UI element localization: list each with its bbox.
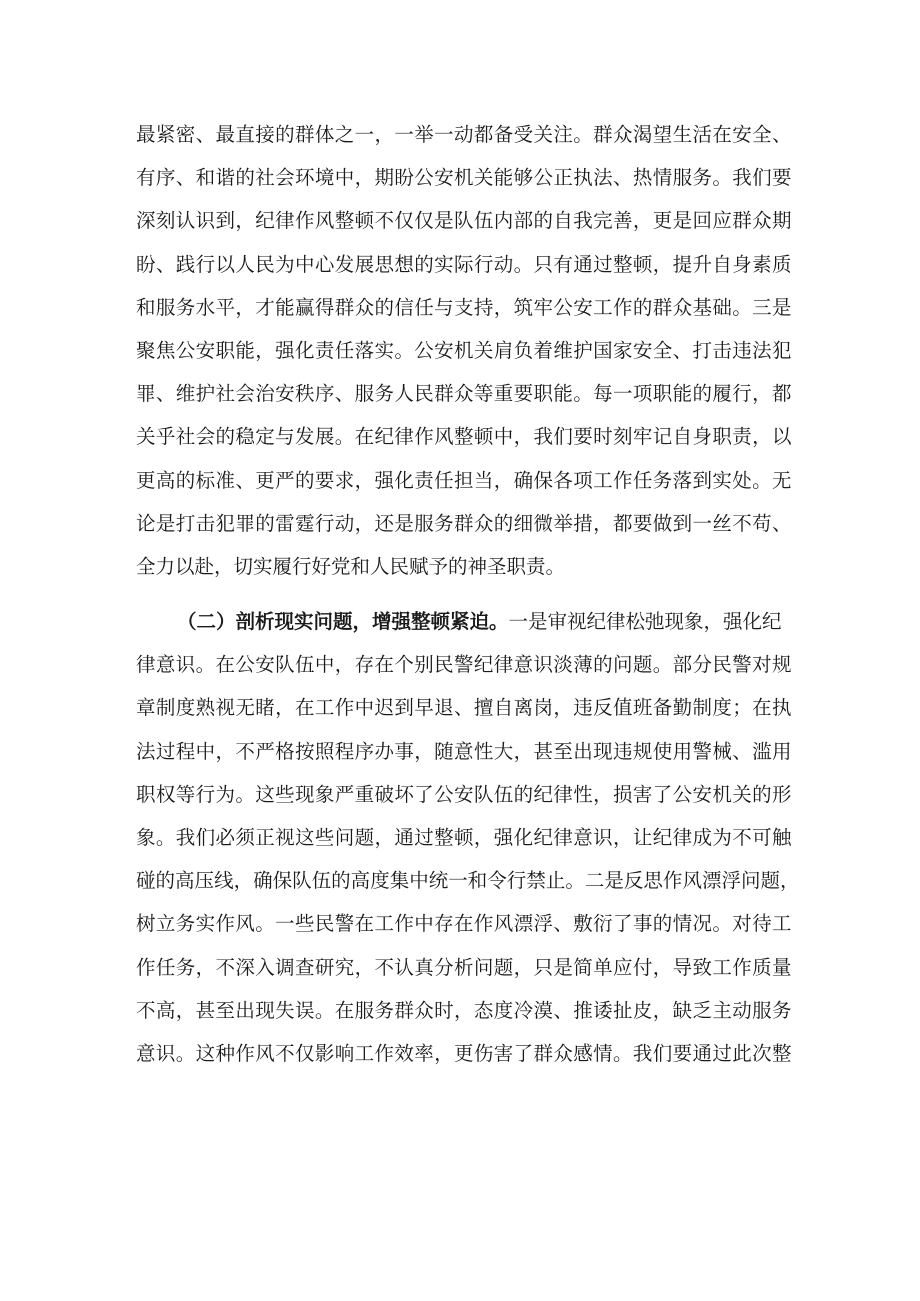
text-line: 关 乎 社 会 的 稳 定 与 发 展 。 在 纪 律 作 风 整 顿 中 ， 我 们 要 时 刻 牢 记 自 身 职 责 ， 以 [136,425,792,449]
section-heading: （二）剖析现实问题，增强整顿紧迫。 [177,610,509,634]
text-line: 律 意 识 。 在 公 安 队 伍 中 ， 存 在 个 别 民 警 纪 律 意 识 淡 薄 的 问 题 。 部 分 民 警 对 规 [136,653,792,677]
text-line: 盼 、 践 行 以 人 民 为 中 心 发 展 思 想 的 实 际 行 动 。 只 有 通 过 整 顿 ， 提 升 自 身 素 质 [136,252,792,276]
text-line: 罪 、 维 护 社 会 治 安 秩 序 、 服 务 人 民 群 众 等 重 要 职 能 。 每 一 项 职 能 的 履 行 ， 都 [136,382,792,406]
text-line: 法 过 程 中 ， 不 严 格 按 照 程 序 办 事 ， 随 意 性 大 ， 甚 至 出 现 违 规 使 用 警 械 、 滥 用 [136,739,792,763]
document-page [136,113,800,1075]
text-line: 象 。 我 们 必 须 正 视 这 些 问 题 ， 通 过 整 顿 ， 强 化 纪 律 意 识 ， 让 纪 律 成 为 不 可 触 [136,826,792,849]
paragraph-1 [136,113,792,588]
text-line: 最 紧 密 、 最 直 接 的 群 体 之 一 ， 一 举 一 动 都 备 受 关 注 。 群 众 渴 望 生 活 在 安 全 、 [136,123,792,146]
text-line: 聚 焦 公 安 职 能 ， 强 化 责 任 落 实 。 公 安 机 关 肩 负 着 维 护 国 家 安 全 、 打 击 违 法 犯 [136,338,792,362]
text-line-last: 全力以赴，切实履行好党和人民赋予的神圣职责。 [136,554,566,578]
text-line: 碰 的 高 压 线 ， 确 保 队 伍 的 高 度 集 中 统 一 和 令 行 禁 止 。 二 是 反 思 作 风 漂 浮 问 题 ， [136,869,800,893]
text-line: 更 高 的 标 准 、 更 严 的 要 求 ， 强 化 责 任 担 当 ， 确 保 各 项 工 作 任 务 落 到 实 处 。 无 [136,468,792,492]
paragraph-gap [136,588,792,600]
text-line: 论 是 打 击 犯 罪 的 雷 霆 行 动 ， 还 是 服 务 群 众 的 细 微 举 措 ， 都 要 做 到 一 丝 不 苟 、 [136,511,792,535]
text-line: 有 序 、 和 谐 的 社 会 环 境 中 ， 期 盼 公 安 机 关 能 够 公 正 执 法 、 热 情 服 务 。 我 们 要 [136,166,792,190]
text-line: 树 立 务 实 作 风 。 一 些 民 警 在 工 作 中 存 在 作 风 漂 浮 、 敷 衍 了 事 的 情 况 。 对 待 工 [136,912,792,936]
text-line-first [136,600,792,643]
text-line: 和 服 务 水 平 ， 才 能 赢 得 群 众 的 信 任 与 支 持 ， 筑 牢 公 安 工 作 的 群 众 基 础 。 三 是 [136,295,792,319]
text-line: 不 高 ， 甚 至 出 现 失 误 。 在 服 务 群 众 时 ， 态 度 冷 漠 、 推 诿 扯 皮 ， 缺 乏 主 动 服 务 [136,998,792,1022]
text-line: 意 识 。 这 种 作 风 不 仅 影 响 工 作 效 率 ， 更 伤 害 了 群 众 感 情 。 我 们 要 通 过 此 次 整 [136,1041,792,1065]
text-line: 深 刻 认 识 到 ， 纪 律 作 风 整 顿 不 仅 仅 是 队 伍 内 部 的 自 我 完 善 ， 更 是 回 应 群 众 期 [136,209,792,233]
text-line: 章 制 度 熟 视 无 睹 ， 在 工 作 中 迟 到 早 退 、 擅 自 离 岗 ， 违 反 值 班 备 勤 制 度 ； 在 执 [136,696,792,720]
text-line: 职 权 等 行 为 。 这 些 现 象 严 重 破 坏 了 公 安 队 伍 的 纪 律 性 ， 损 害 了 公 安 机 关 的 形 [136,782,792,806]
paragraph-2 [136,600,800,1075]
heading-line-rest: 一是审视纪律松弛现象，强化纪 [508,610,782,634]
text-line: 作 任 务 ， 不 深 入 调 查 研 究 ， 不 认 真 分 析 问 题 ， 只 是 简 单 应 付 ， 导 致 工 作 质 量 [136,955,792,979]
